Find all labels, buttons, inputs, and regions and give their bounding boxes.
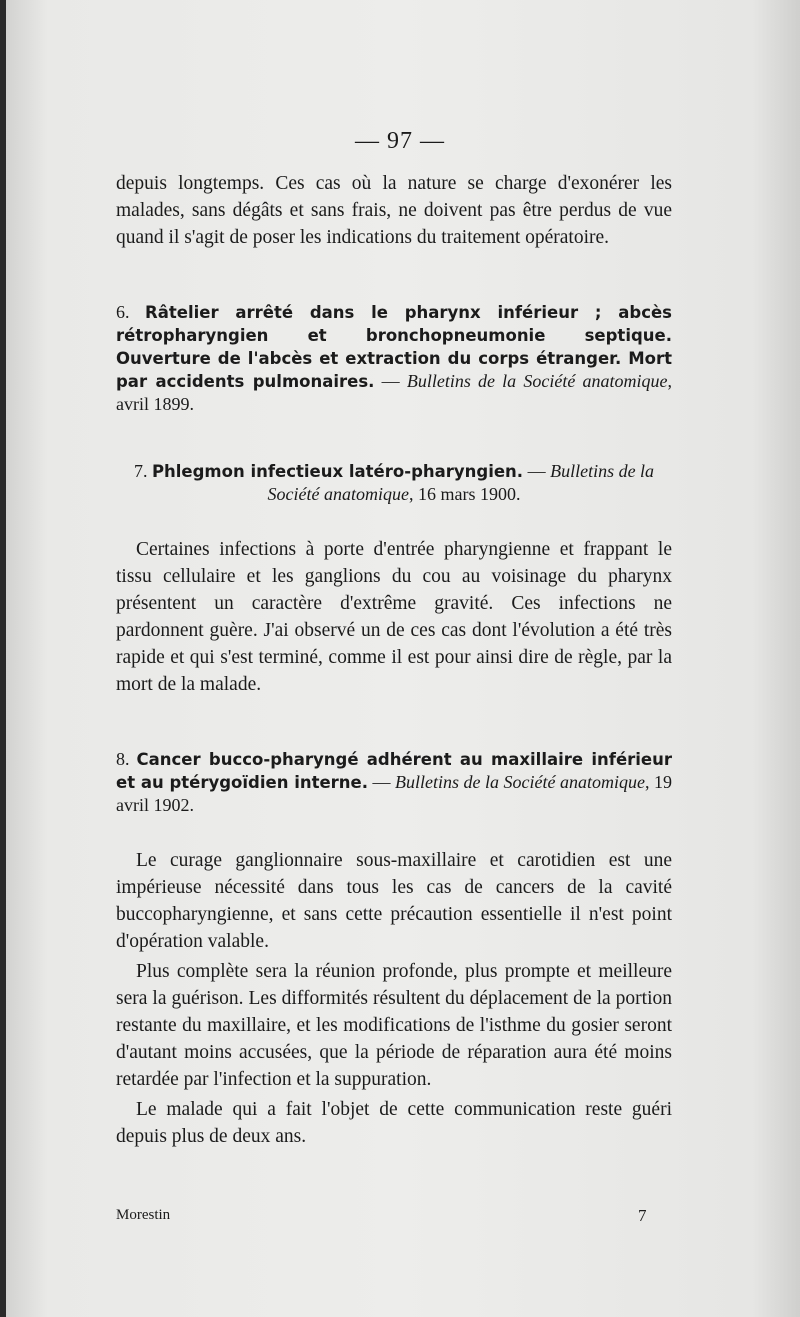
paragraph-7-body: Certaines infections à porte d'entrée pharyngienne et frappant le tissu cellulaire et les ganglions du cou au voisinage du pharynx présentent un caractère d'extrême gravité. Ces infections ne pardonnent guère. J'ai observé un de ces cas dont l'évolution a été très rapide et qui s'est terminé, comme il est pour ainsi dire de règle, par la mort de la malade. (116, 539, 672, 695)
paragraph-8-conclusion: Le malade qui a fait l'objet de cette communication reste guéri depuis plus de deux ans. (116, 1099, 672, 1147)
paragraph-8-curage: Le curage ganglionnaire sous-maxillaire et carotidien est une impérieuse nécessité dans tous les cas de cancers de la cavité buccopharyngienne, et sans cette précaution essentielle il n'est point d'opération valable. (116, 850, 672, 952)
entry-6-dash: — (374, 371, 407, 391)
page-number: — 97 — (355, 128, 445, 154)
page-body (116, 170, 672, 1150)
entry-6-date: , avril 1899. (116, 371, 673, 414)
entry-7-number: 7. (133, 461, 148, 481)
entry-7-dash: — (523, 461, 551, 481)
entry-8-date: , 19 avril 1902. (116, 772, 673, 815)
footer-signature: 7 (638, 1206, 647, 1225)
scan-edge (0, 0, 6, 1317)
footer-author: Morestin (116, 1207, 171, 1223)
entry-7 (116, 460, 672, 506)
entry-8-reference: Bulletins de la Société anatomique (395, 772, 645, 792)
entry-7-date: , 16 mars 1900. (408, 484, 521, 504)
entry-8-number: 8. (116, 749, 130, 769)
entry-6-title: Râtelier arrêté dans le pharynx inférieur ; abcès rétropharyngien et bronchopneumonie septique. Ouverture de l'abcès et extraction du corps étranger. Mort par accidents pulmonaires. (116, 303, 672, 391)
paragraph-8-reunion: Plus complète sera la réunion profonde, plus prompte et meilleure sera la guérison. Les difformités résultent du déplacement de la portion restante du maxillaire, et les modifications de l'isthme du gosier seront d'autant moins accusées, que la période de réparation aura été moins retardée par l'infection et la suppuration. (116, 961, 672, 1090)
entry-8-dash: — (368, 772, 396, 792)
entry-8 (116, 748, 672, 817)
entry-6 (116, 301, 672, 416)
entry-6-reference: Bulletins de la Société anatomique (406, 371, 668, 391)
entry-7-reference: Bulletins de la Société anatomique (267, 461, 655, 504)
intro-paragraph: depuis longtemps. Ces cas où la nature se charge d'exonérer les malades, sans dégâts et sans frais, ne doivent pas être perdus de vue quand il s'agit de poser les indications du traitement opératoire. (116, 173, 672, 248)
entry-6-number: 6. (116, 302, 130, 322)
entry-7-title: Phlegmon infectieux latéro-pharyngien. (151, 462, 524, 481)
entry-8-title: Cancer bucco-pharyngé adhérent au maxillaire inférieur et au ptérygoïdien interne. (116, 750, 672, 792)
